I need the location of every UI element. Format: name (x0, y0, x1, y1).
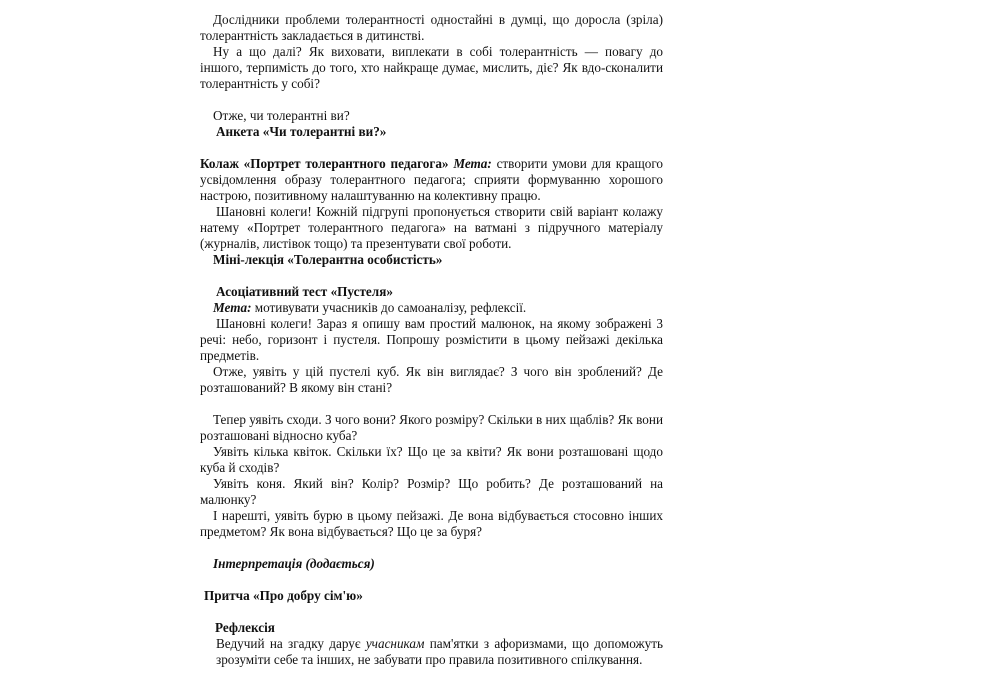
paragraph-stairs: Тепер уявіть сходи. З чого вони? Якого розміру? Скільки в них щаблів? Як вони розташовані відносно куба? (200, 412, 663, 443)
paragraph-desert-picture: Шановні колеги! Зараз я опишу вам простий малюнок, на якому зображені 3 речі: небо, горизонт і пустеля. Попрошу розмістити в цьому пейзажі декілька предметів. (200, 316, 663, 363)
paragraph-collage (200, 156, 663, 204)
heading-reflection: Рефлексія (215, 620, 275, 635)
paragraph-test-goal (200, 300, 663, 316)
reflection-text-end: пам'ятки з афоризмами, що допоможуть зрозуміти себе та інших, не забувати про правила позитивного спілкування. (216, 636, 663, 667)
paragraph-horse: Уявіть коня. Який він? Колір? Розмір? Що робить? Де розташований на малюнку? (200, 476, 663, 507)
paragraph-collage-task: Шановні колеги! Кожній підгрупі пропонується створити свій варіант колажу натему «Портрет толерантного педагога» на ватмані з підручного матеріалу (журналів, листівок тощо) та презентувати свої роботи. (200, 204, 663, 251)
blank-line (200, 140, 663, 156)
paragraph-tolerance-childhood: Дослідники проблеми толерантності одностайні в думці, що доросла (зріла) толерантність закладається в дитинстві. (200, 12, 663, 43)
blank-line (200, 540, 663, 556)
document-page (200, 12, 663, 668)
reflection-text-start: Ведучий на згадку дарує (216, 636, 366, 651)
heading-associative-test: Асоціативний тест «Пустеля» (216, 284, 393, 299)
heading-interpretation: Інтерпретація (додається) (213, 556, 375, 571)
paragraph-flowers: Уявіть кілька квіток. Скільки їх? Що це за квіти? Як вони розташовані щодо куба й сходів? (200, 444, 663, 475)
heading-mini-lecture: Міні-лекція «Толерантна особистість» (213, 252, 443, 267)
test-goal-text: мотивувати учасників до самоаналізу, рефлексії. (251, 300, 527, 315)
heading-questionnaire: Анкета «Чи толерантні ви?» (216, 124, 387, 139)
paragraph-cube: Отже, уявіть у цій пустелі куб. Як він виглядає? З чого він зроблений? Де розташований? В якому він стані? (200, 364, 663, 395)
paragraph-storm: І нарешті, уявіть бурю в цьому пейзажі. Де вона відбувається стосовно інших предметом? Як вона відбувається? Що це за буря? (200, 508, 663, 539)
paragraph-are-you-tolerant: Отже, чи толерантні ви? (213, 108, 350, 123)
blank-line (200, 268, 663, 284)
heading-collage: Колаж «Портрет толерантного педагога» (200, 156, 449, 171)
blank-line (200, 396, 663, 412)
paragraph-reflection (200, 636, 663, 668)
blank-line (200, 604, 663, 620)
collage-goal-label: Мета: (453, 156, 492, 171)
heading-parable: Притча «Про добру сім'ю» (204, 588, 363, 603)
collage-goal-text: створити умови для кращого усвідомлення образу толерантного педагога; сприяти формуванню хорошого настрою, позитивному налаштуванню на колективну працю. (200, 156, 663, 203)
paragraph-how-to-cultivate: Ну а що далі? Як виховати, виплекати в собі толерантність — повагу до іншого, терпимість до того, хто найкраще думає, мислить, діє? Як вдо-сконалити толерантність у собі? (200, 44, 663, 91)
test-goal-label: Мета: (213, 300, 252, 315)
blank-line (200, 92, 663, 108)
blank-line (200, 572, 663, 588)
reflection-participants: учасникам (365, 636, 425, 651)
